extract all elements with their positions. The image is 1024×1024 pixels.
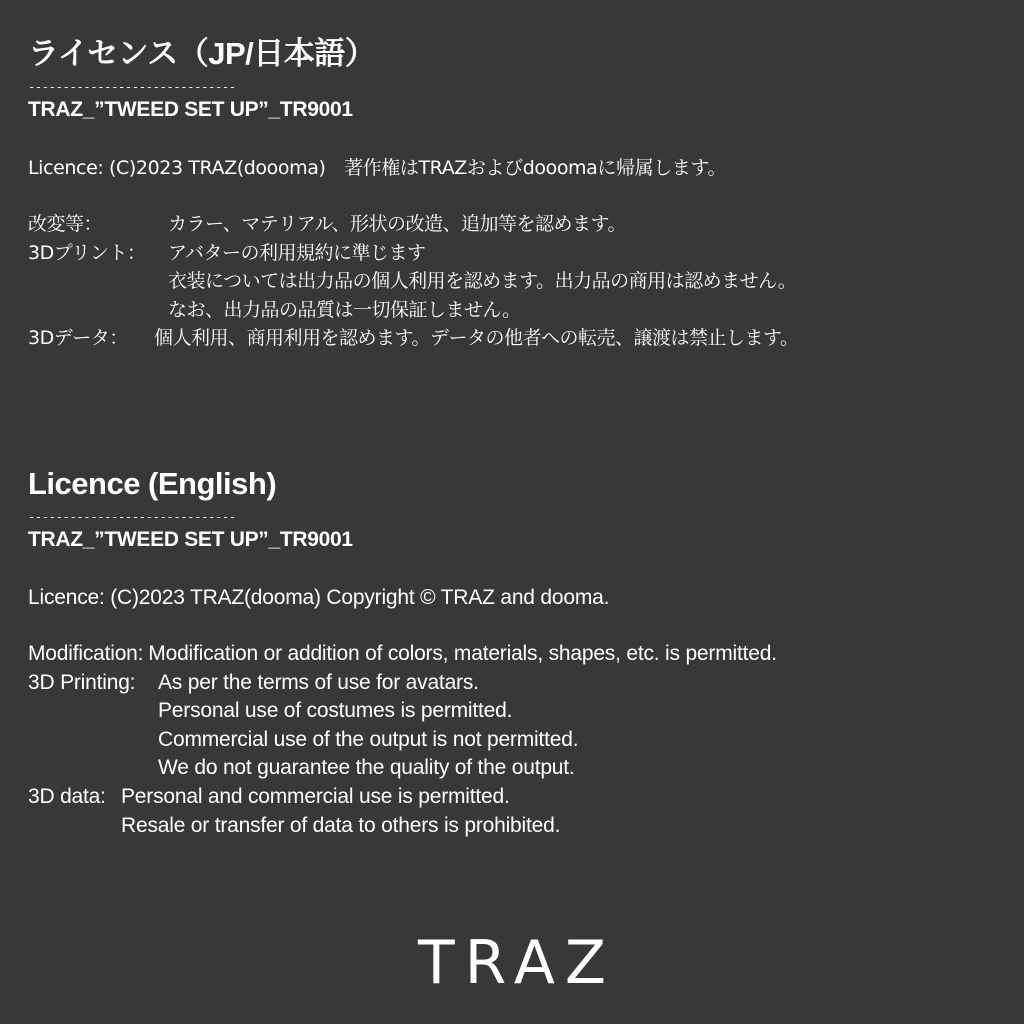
en-licence-copyright: Licence: (C)2023 TRAZ(dooma) Copyright © TRAZ and dooma. (28, 586, 610, 609)
en-printing-text (158, 669, 1008, 783)
jp-printing-text (168, 239, 1008, 325)
jp-printing-line: 衣装については出力品の個人利用を認めます。出力品の商用は認めません。 (168, 270, 797, 293)
en-printing-line: As per the terms of use for avatars. (158, 670, 479, 694)
jp-product-name: TRAZ_”TWEED SET UP”_TR9001 (28, 98, 353, 121)
jp-licence-title: ライセンス（JP/日本語） (28, 36, 376, 71)
en-printing-line: We do not guarantee the quality of the output. (158, 756, 575, 780)
en-data-row (28, 783, 1008, 840)
en-data-line: Personal and commercial use is permitted. (121, 784, 510, 808)
jp-licence-copyright: Licence: (C)2023 TRAZ(doooma) 著作権はTRAZおよびdooomaに帰属します。 (28, 157, 727, 179)
japanese-licence-section (28, 32, 1008, 353)
en-modification-line: Modification or addition of colors, materials, shapes, etc. is permitted. (148, 642, 777, 665)
en-modification-label: Modification: (28, 642, 144, 665)
en-data-label: 3D data: (28, 784, 106, 808)
jp-modification-line: カラー、マテリアル、形状の改造、追加等を認めます。 (168, 213, 626, 235)
jp-printing-line: なお、出力品の品質は一切保証しません。 (168, 298, 521, 321)
en-terms (28, 640, 1008, 840)
en-product-name: TRAZ_”TWEED SET UP”_TR9001 (28, 528, 353, 551)
jp-printing-row (28, 239, 1008, 325)
jp-modification-label: 改変等： (28, 213, 103, 235)
jp-divider: ------------------------------ (28, 80, 236, 94)
en-modification-row (28, 640, 1008, 669)
jp-modification-row (28, 210, 1008, 239)
traz-logo: TRAZ (417, 928, 617, 998)
en-printing-row (28, 669, 1008, 783)
jp-terms (28, 210, 1008, 353)
jp-data-line: 個人利用、商用利用を認めます。データの他者への転売、譲渡は禁止します。 (154, 327, 799, 350)
en-licence-title: Licence (English) (28, 466, 277, 501)
en-divider: ------------------------------ (28, 510, 236, 524)
en-printing-line: Personal use of costumes is permitted. (158, 699, 513, 723)
english-licence-section (28, 462, 1008, 840)
jp-data-text (154, 324, 1008, 353)
jp-data-label: 3Dデータ： (28, 327, 128, 350)
en-printing-line: Commercial use of the output is not permitted. (158, 727, 579, 751)
jp-data-row (28, 324, 1008, 353)
jp-printing-label: 3Dプリント： (28, 241, 146, 264)
en-printing-label: 3D Printing: (28, 670, 136, 694)
jp-modification-text (168, 210, 1008, 239)
en-data-line: Resale or transfer of data to others is prohibited. (121, 813, 561, 837)
jp-printing-line: アバターの利用規約に準じます (168, 241, 426, 264)
en-data-text (121, 783, 1008, 840)
en-modification-text (148, 640, 1008, 669)
